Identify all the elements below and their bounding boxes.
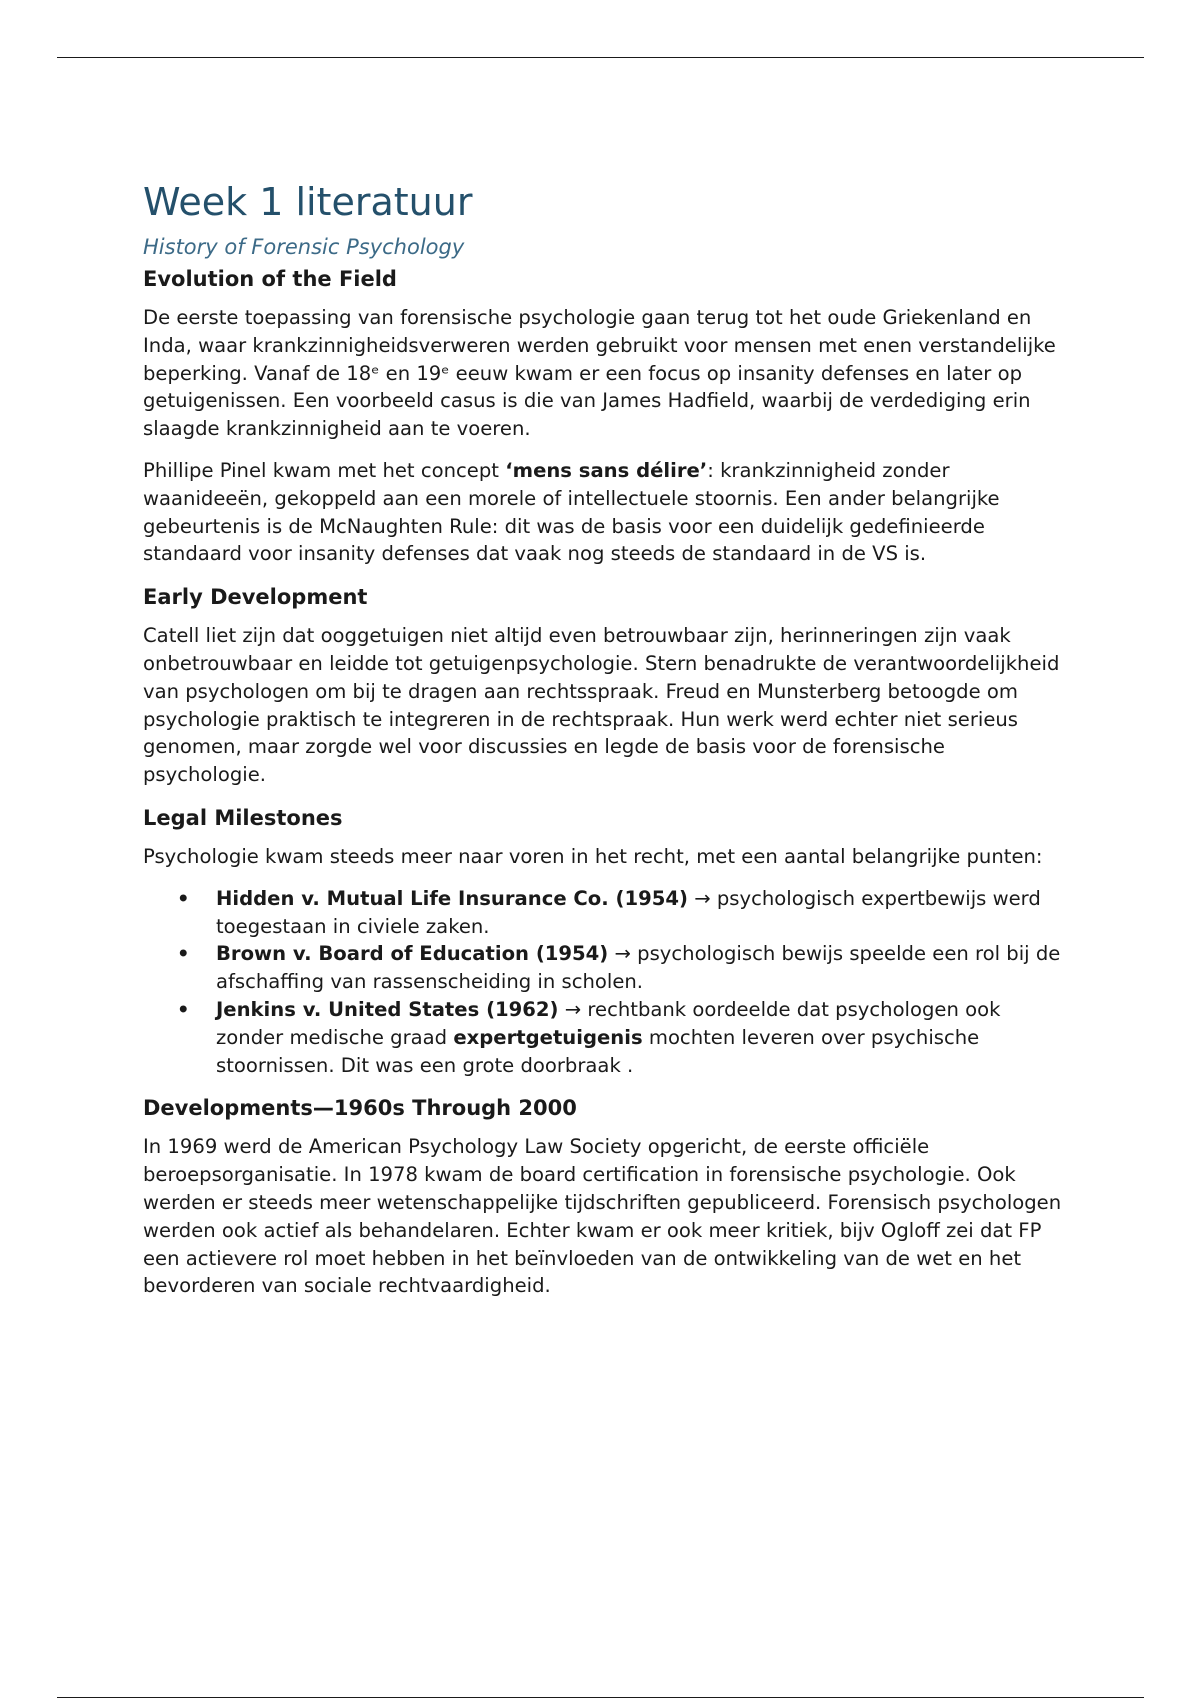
paragraph-early-development: Catell liet zijn dat ooggetuigen niet altijd even betrouwbaar zijn, herinneringen zijn vaak onbetrouwbaar en leidde tot getuigenpsychologie. Stern benadrukte de verantwoordelijkheid van psychologen om bij te dragen aan rechtsspraak. Freud en Munsterberg betoogde om psychologie praktisch te integreren in de rechtspraak. Hun werk werd echter niet serieus genomen, maar zorgde wel voor discussies en legde de basis voor de forensische psychologie. [143,624,1060,787]
bullet: • [177,886,190,910]
top-divider [57,57,1144,58]
case-description: → psychologisch bewijs speelde een rol bij de afschaffing van rassenscheiding in scholen. [216,942,1061,994]
paragraph-developments: In 1969 werd de American Psychology Law Society opgericht, de eerste officiële beroepsorganisatie. In 1978 kwam de board certification in forensische psychologie. Ook werden er steeds meer wetenschappelijke tijdschriften gepubliceerd. Forensisch psychologen werden ook actief als behandelaren. Echter kwam er ook meer kritiek, bijv Ogloff zei dat FP een actievere rol moet hebben in het beïnvloeden van de ontwikkeling van de wet en het bevorderen van sociale rechtvaardigheid. [143,1135,1062,1298]
milestone-list [143,885,1063,1080]
document-subtitle: History of Forensic Psychology [143,235,465,259]
paragraph-evolution-2-after: : krankzinnigheid zonder waanideeën, gekoppeld aan een morele of intellectuele stoornis. Een ander belangrijke gebeurtenis is de McNaughten Rule: dit was de basis voor een duidelijk gedefinieerde standaard voor insanity defenses dat vaak nog steeds de standaard in de VS is. [143,458,1000,566]
heading-evolution: Evolution of the Field [143,267,397,291]
term-mens-sans-delire: ‘mens sans délire’ [505,458,708,482]
paragraph-evolution-2 [143,457,1063,568]
case-name: Brown v. Board of Education (1954) [216,942,609,966]
heading-legal-milestones: Legal Milestones [143,805,343,830]
list-item [143,885,1063,941]
list-item [143,996,1063,1079]
paragraph-legal-intro: Psychologie kwam steeds meer naar voren in het recht, met een aantal belangrijke punten: [143,844,1043,868]
case-description: → rechtbank oordeelde dat psychologen ook zonder medische graad [216,997,1001,1049]
paragraph-evolution-2-before: Phillipe Pinel kwam met het concept [143,458,506,482]
list-item [143,940,1063,996]
bullet: • [177,997,190,1021]
term-expertgetuigenis: expertgetuigenis [453,1025,643,1049]
bottom-divider [57,1697,1144,1698]
paragraph-evolution-1: De eerste toepassing van forensische psychologie gaan terug tot het oude Griekenland en Inda, waar krankzinnigheidsverweren werden gebruikt voor mensen met enen verstandelijke beperking. Vanaf de 18ᵉ en 19ᵉ eeuw kwam er een focus op insanity defenses en later op getuigenissen. Een voorbeeld casus is die van James Hadfield, waarbij de verdediging erin slaagde krankzinnigheid aan te voeren. [143,306,1056,441]
document-body [143,178,1063,1300]
case-description-end: mochten leveren over psychische stoornissen. Dit was een grote doorbraak . [216,1025,980,1077]
case-name: Hidden v. Mutual Life Insurance Co. (1954) [216,886,688,910]
case-name: Jenkins v. United States (1962) [216,997,559,1021]
bullet: • [177,942,190,966]
document-title: Week 1 literatuur [143,180,473,224]
heading-early-development: Early Development [143,585,368,610]
case-description: → psychologisch expertbewijs werd toegestaan in civiele zaken. [216,886,1041,938]
heading-developments: Developments—1960s Through 2000 [143,1096,577,1121]
